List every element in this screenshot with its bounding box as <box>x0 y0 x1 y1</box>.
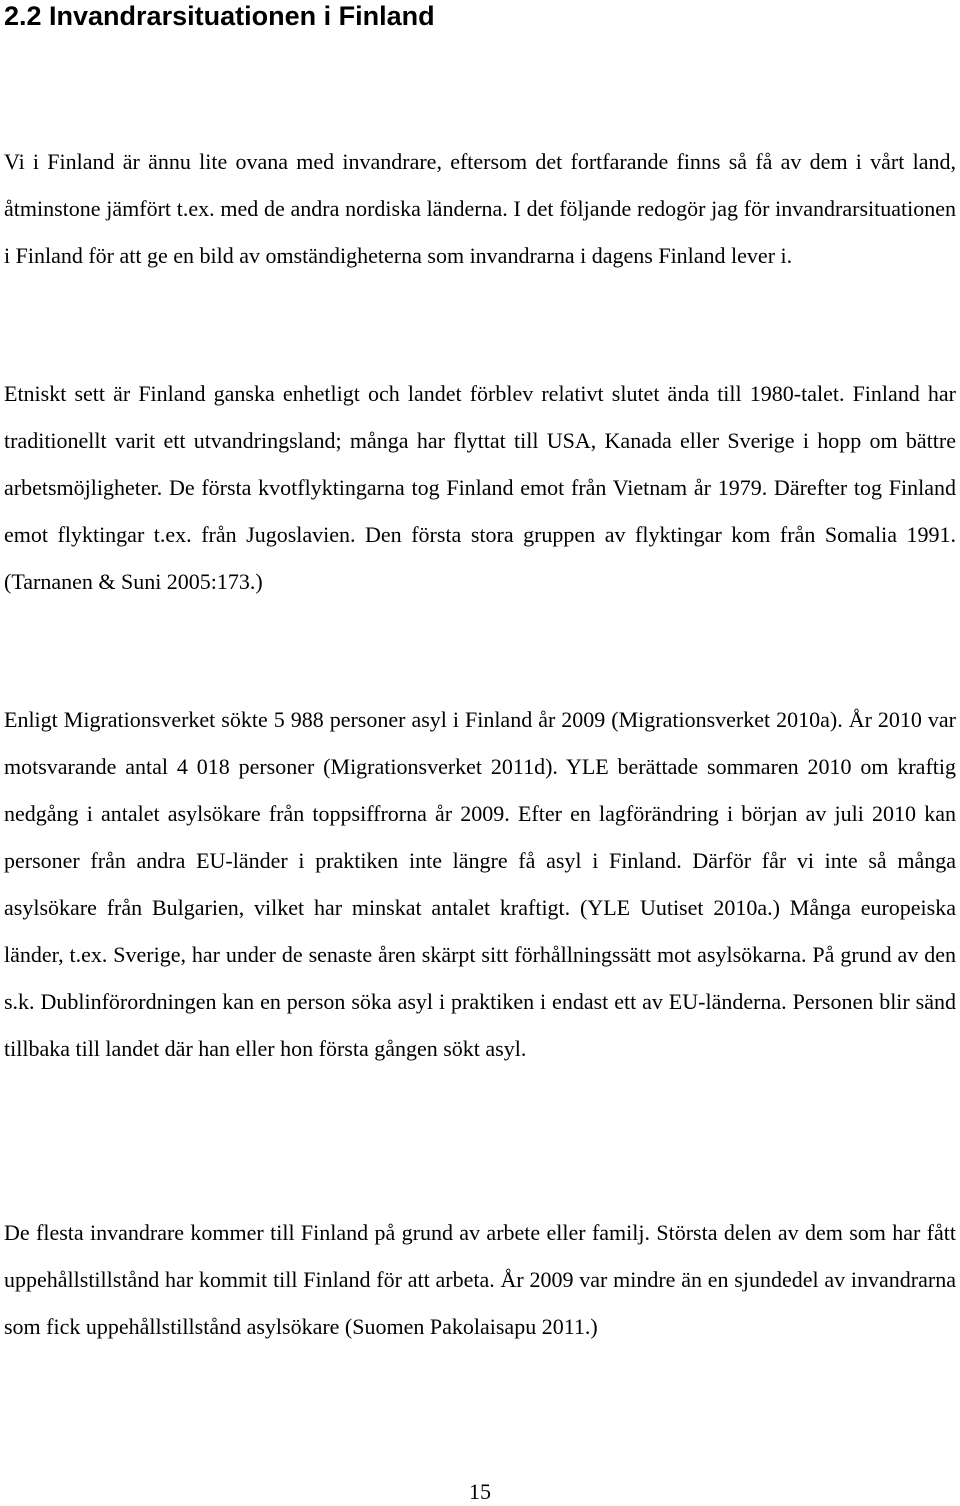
paragraph-asylum-statistics: Enligt Migrationsverket sökte 5 988 personer asyl i Finland år 2009 (Migrationsverket 2010a). År 2010 var motsvarande antal 4 018 personer (Migrationsverket 2011d). YLE berättade sommaren 2010 om kraftig nedgång i antalet asylsökare från toppsiffrorna år 2009. Efter en lagförändring i början av juli 2010 kan personer från andra EU-länder i praktiken inte längre få asyl i Finland. Därför får vi inte så många asylsökare från Bulgarien, vilket har minskat antalet kraftigt. (YLE Uutiset 2010a.) Många europeiska länder, t.ex. Sverige, har under de senaste åren skärpt sitt förhållningssätt mot asylsökarna. På grund av den s.k. Dublinförordningen kan en person söka asyl i praktiken i endast ett av EU-länderna. Personen blir sänd tillbaka till landet där han eller hon första gången sökt asyl. <box>4 707 956 1061</box>
paragraph-ethnic-history: Etniskt sett är Finland ganska enhetligt och landet förblev relativt slutet ända till 1980-talet. Finland har traditionellt varit ett utvandringsland; många har flyttat till USA, Kanada eller Sverige i hopp om bättre arbetsmöjligheter. De första kvotflyktingarna tog Finland emot från Vietnam år 1979. Därefter tog Finland emot flyktingar t.ex. från Jugoslavien. Den första stora gruppen av flyktingar kom från Somalia 1991. (Tarnanen & Suni 2005:173.) <box>4 381 956 594</box>
paragraph-intro: Vi i Finland är ännu lite ovana med invandrare, eftersom det fortfarande finns så få av dem i vårt land, åtminstone jämfört t.ex. med de andra nordiska länderna. I det följande redogör jag för invandrarsituationen i Finland för att ge en bild av omständigheterna som invandrarna i dagens Finland lever i. <box>4 149 956 268</box>
page-number: 15 <box>469 1479 491 1504</box>
section-heading: 2.2 Invandrarsituationen i Finland <box>4 1 435 31</box>
paragraph-residence-permits: De flesta invandrare kommer till Finland på grund av arbete eller familj. Största delen av dem som har fått uppehållstillstånd har kommit till Finland för att arbeta. År 2009 var mindre än en sjundedel av invandrarna som fick uppehållstillstånd asylsökare (Suomen Pakolaisapu 2011.) <box>4 1220 956 1339</box>
